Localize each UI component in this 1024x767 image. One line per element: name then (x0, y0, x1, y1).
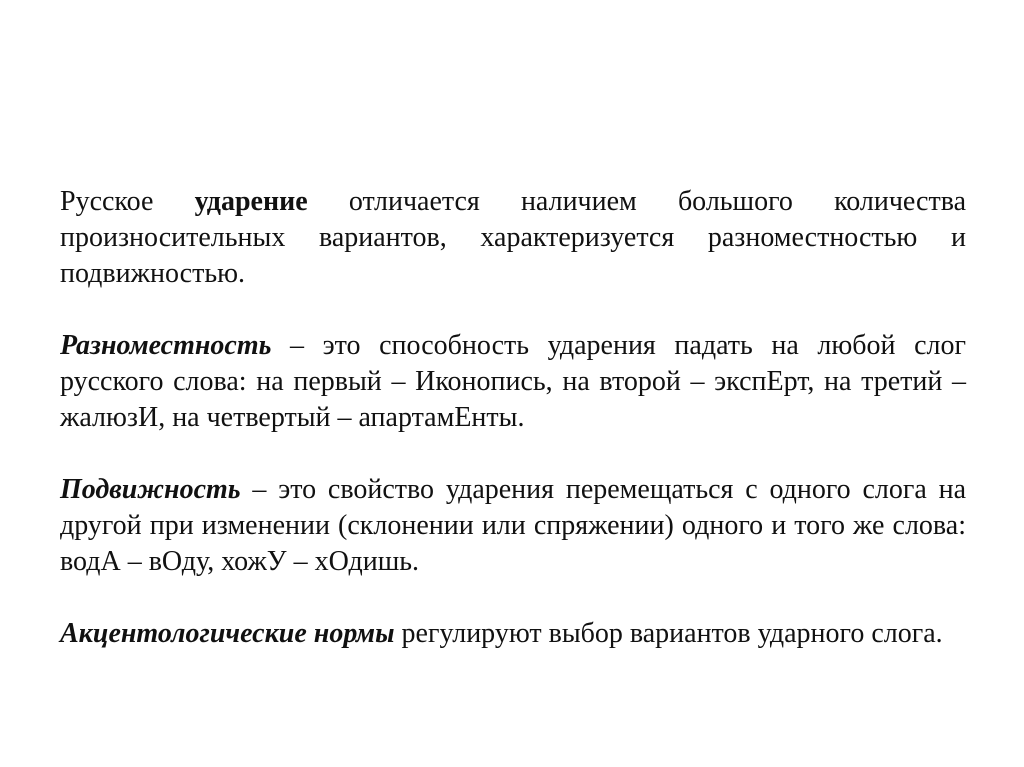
paragraph-2-rest: – это способность ударения падать на любой слог русского слова: на первый – Иконопись, на второй – экспЕрт, на третий – жалюзИ, на четвертый – апартамЕнты. (60, 330, 966, 433)
paragraph-multiplace (60, 328, 966, 436)
paragraph-mobility (60, 472, 966, 580)
term-multiplace: Разноместность (60, 330, 272, 361)
paragraph-1-lead: Русское (60, 186, 195, 217)
paragraph-4-rest: регулируют выбор вариантов ударного слога. (394, 618, 943, 649)
slide-content (60, 184, 966, 652)
paragraph-3-rest: – это свойство ударения перемещаться с одного слога на другой при изменении (склонении или спряжении) одного и того же слова: водА – вОду, хожУ – хОдишь. (60, 474, 966, 577)
paragraph-stress-definition (60, 184, 966, 292)
term-stress: ударение (194, 186, 308, 217)
paragraph-1-rest: отличается наличием большого количества произносительных вариантов, характеризуется разноместностью и подвижностью. (60, 186, 966, 289)
term-accent-norms: Акцентологические нормы (60, 618, 395, 649)
term-mobility: Подвижность (60, 474, 241, 505)
paragraph-accent-norms (60, 616, 966, 652)
